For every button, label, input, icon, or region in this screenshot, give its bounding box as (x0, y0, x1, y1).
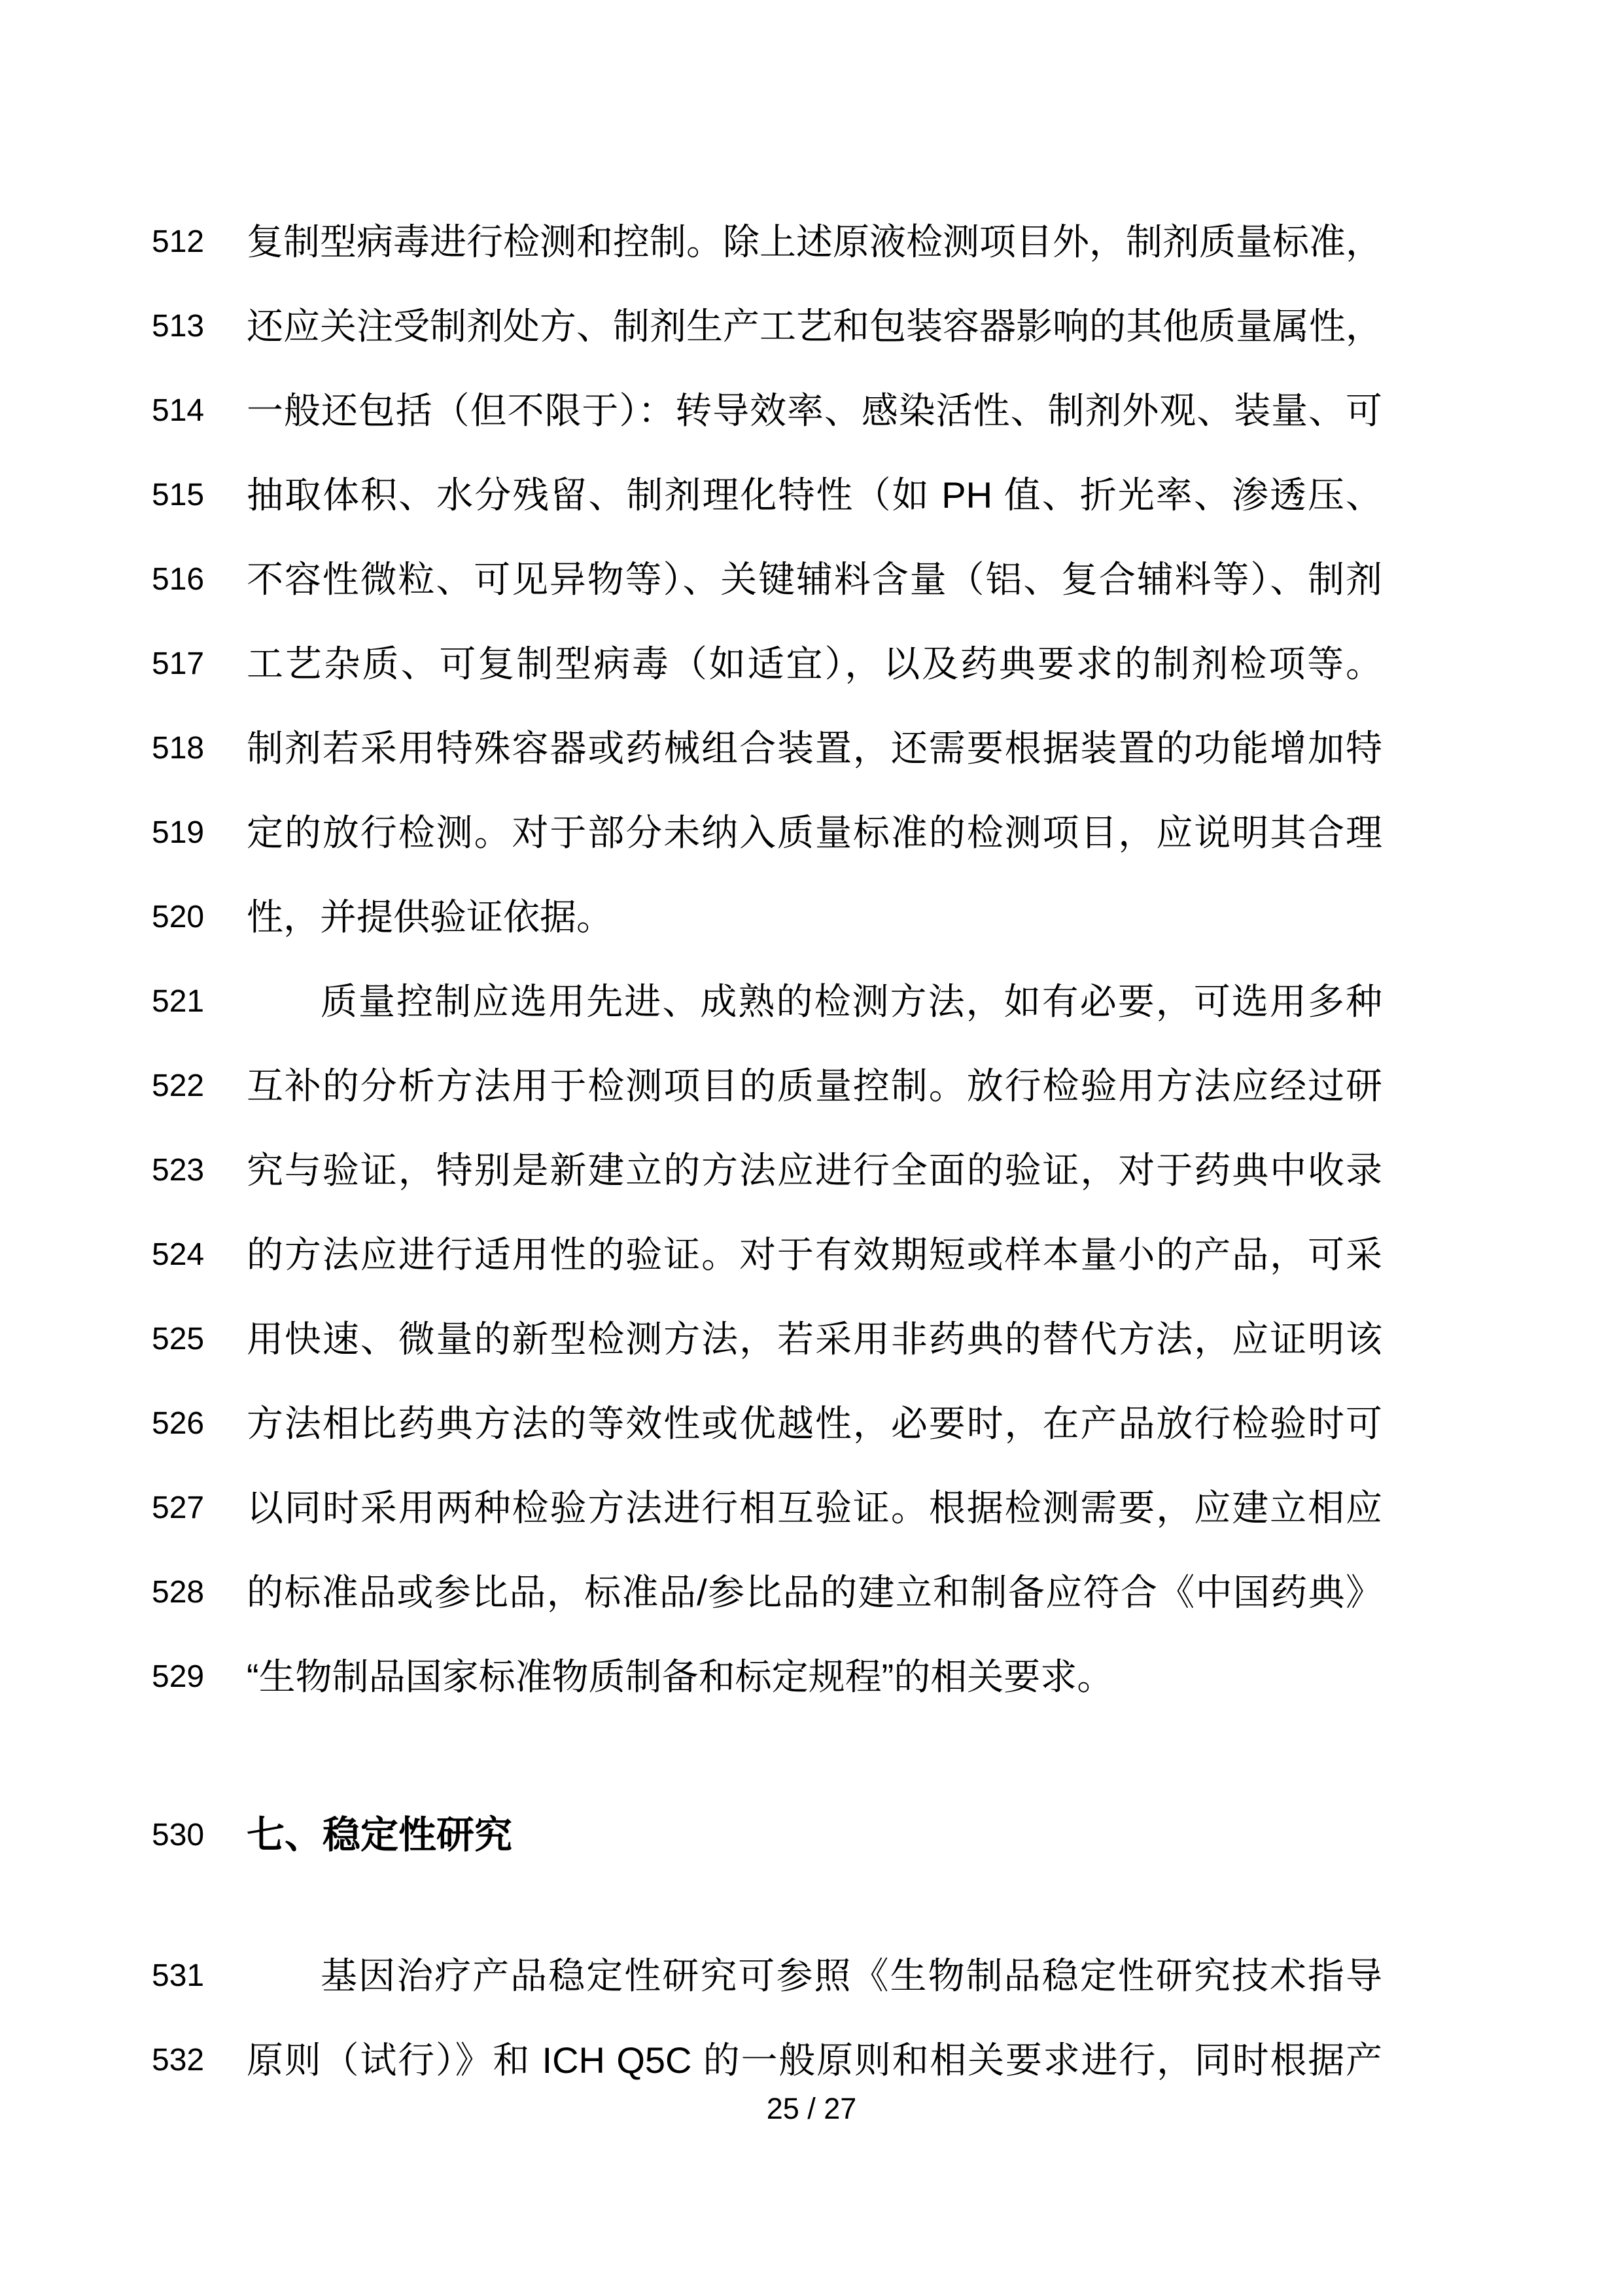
line-number: 518 (152, 731, 205, 766)
line-number: 520 (152, 900, 205, 934)
line-number: 516 (152, 562, 205, 597)
document-line (152, 368, 1382, 453)
section-heading-line (152, 1793, 1382, 1877)
document-line (152, 1044, 1382, 1128)
line-number: 525 (152, 1322, 205, 1356)
line-number: 528 (152, 1575, 205, 1610)
line-text: 以同时采用两种检验方法进行相互验证。根据检测需要，应建立相应 (247, 1487, 1382, 1528)
line-text: 制剂若采用特殊容器或药械组合装置，还需要根据装置的功能增加特 (247, 728, 1382, 769)
line-text: 互补的分析方法用于检测项目的质量控制。放行检验用方法应经过研 (247, 1065, 1382, 1106)
document-line (152, 2018, 1382, 2102)
line-number: 524 (152, 1237, 205, 1272)
line-text: 七、稳定性研究 (247, 1814, 513, 1856)
line-number: 513 (152, 309, 205, 344)
line-number: 530 (152, 1818, 205, 1852)
line-number: 517 (152, 646, 205, 681)
line-text: 还应关注受制剂处方、制剂生产工艺和包装容器影响的其他质量属性， (247, 306, 1382, 347)
line-number: 523 (152, 1153, 205, 1188)
line-number: 522 (152, 1069, 205, 1103)
document-line (152, 453, 1382, 537)
document-line (152, 875, 1382, 959)
line-text: 的标准品或参比品，标准品/参比品的建立和制备应符合《中国药典》 (247, 1572, 1382, 1613)
line-text: 抽取体积、水分残留、制剂理化特性（如 PH 值、折光率、渗透压、 (247, 474, 1382, 516)
line-text: 基因治疗产品稳定性研究可参照《生物制品稳定性研究技术指导 (321, 1955, 1382, 1996)
document-line (152, 1466, 1382, 1550)
page-number-footer: 25 / 27 (766, 2092, 857, 2125)
document-line (152, 1212, 1382, 1297)
document-line (152, 959, 1382, 1044)
line-number: 514 (152, 393, 205, 428)
line-number: 521 (152, 984, 205, 1019)
line-text: 的方法应进行适用性的验证。对于有效期短或样本量小的产品，可采 (247, 1234, 1382, 1275)
line-number: 527 (152, 1491, 205, 1525)
document-line (152, 1128, 1382, 1212)
line-number: 512 (152, 224, 205, 259)
line-text: 工艺杂质、可复制型病毒（如适宜），以及药典要求的制剂检项等。 (247, 643, 1382, 684)
line-text: 质量控制应选用先进、成熟的检测方法，如有必要，可选用多种 (321, 981, 1382, 1022)
document-line (152, 1934, 1382, 2018)
line-number: 515 (152, 478, 205, 512)
line-number: 519 (152, 815, 205, 850)
line-number: 526 (152, 1406, 205, 1441)
line-text: 不容性微粒、可见异物等）、关键辅料含量（铝、复合辅料等）、制剂 (247, 559, 1382, 600)
line-text: 定的放行检测。对于部分未纳入质量标准的检测项目，应说明其合理 (247, 812, 1382, 853)
document-line (152, 1297, 1382, 1381)
line-text: 性，并提供验证依据。 (247, 896, 613, 938)
line-text: 原则（试行）》和 ICH Q5C 的一般原则和相关要求进行，同时根据产 (247, 2040, 1382, 2081)
document-line (152, 1634, 1382, 1719)
line-text: 用快速、微量的新型检测方法，若采用非药典的替代方法，应证明该 (247, 1318, 1382, 1360)
document-line (152, 622, 1382, 706)
document-line (152, 706, 1382, 790)
document-line (152, 537, 1382, 622)
document-line (152, 284, 1382, 368)
document-line (152, 1550, 1382, 1634)
line-text: 方法相比药典方法的等效性或优越性，必要时，在产品放行检验时可 (247, 1403, 1382, 1444)
line-text: “生物制品国家标准物质制备和标定规程”的相关要求。 (247, 1656, 1114, 1697)
line-text: 复制型病毒进行检测和控制。除上述原液检测项目外，制剂质量标准， (247, 221, 1382, 262)
text-lines (152, 200, 1382, 2102)
line-text: 究与验证，特别是新建立的方法应进行全面的验证，对于药典中收录 (247, 1150, 1382, 1191)
line-text: 一般还包括（但不限于）：转导效率、感染活性、制剂外观、装量、可 (247, 390, 1382, 431)
line-number: 532 (152, 2043, 205, 2077)
line-number: 529 (152, 1659, 205, 1694)
document-line (152, 200, 1382, 284)
line-number: 531 (152, 1958, 205, 1993)
document-line (152, 1381, 1382, 1466)
document-line (152, 790, 1382, 875)
